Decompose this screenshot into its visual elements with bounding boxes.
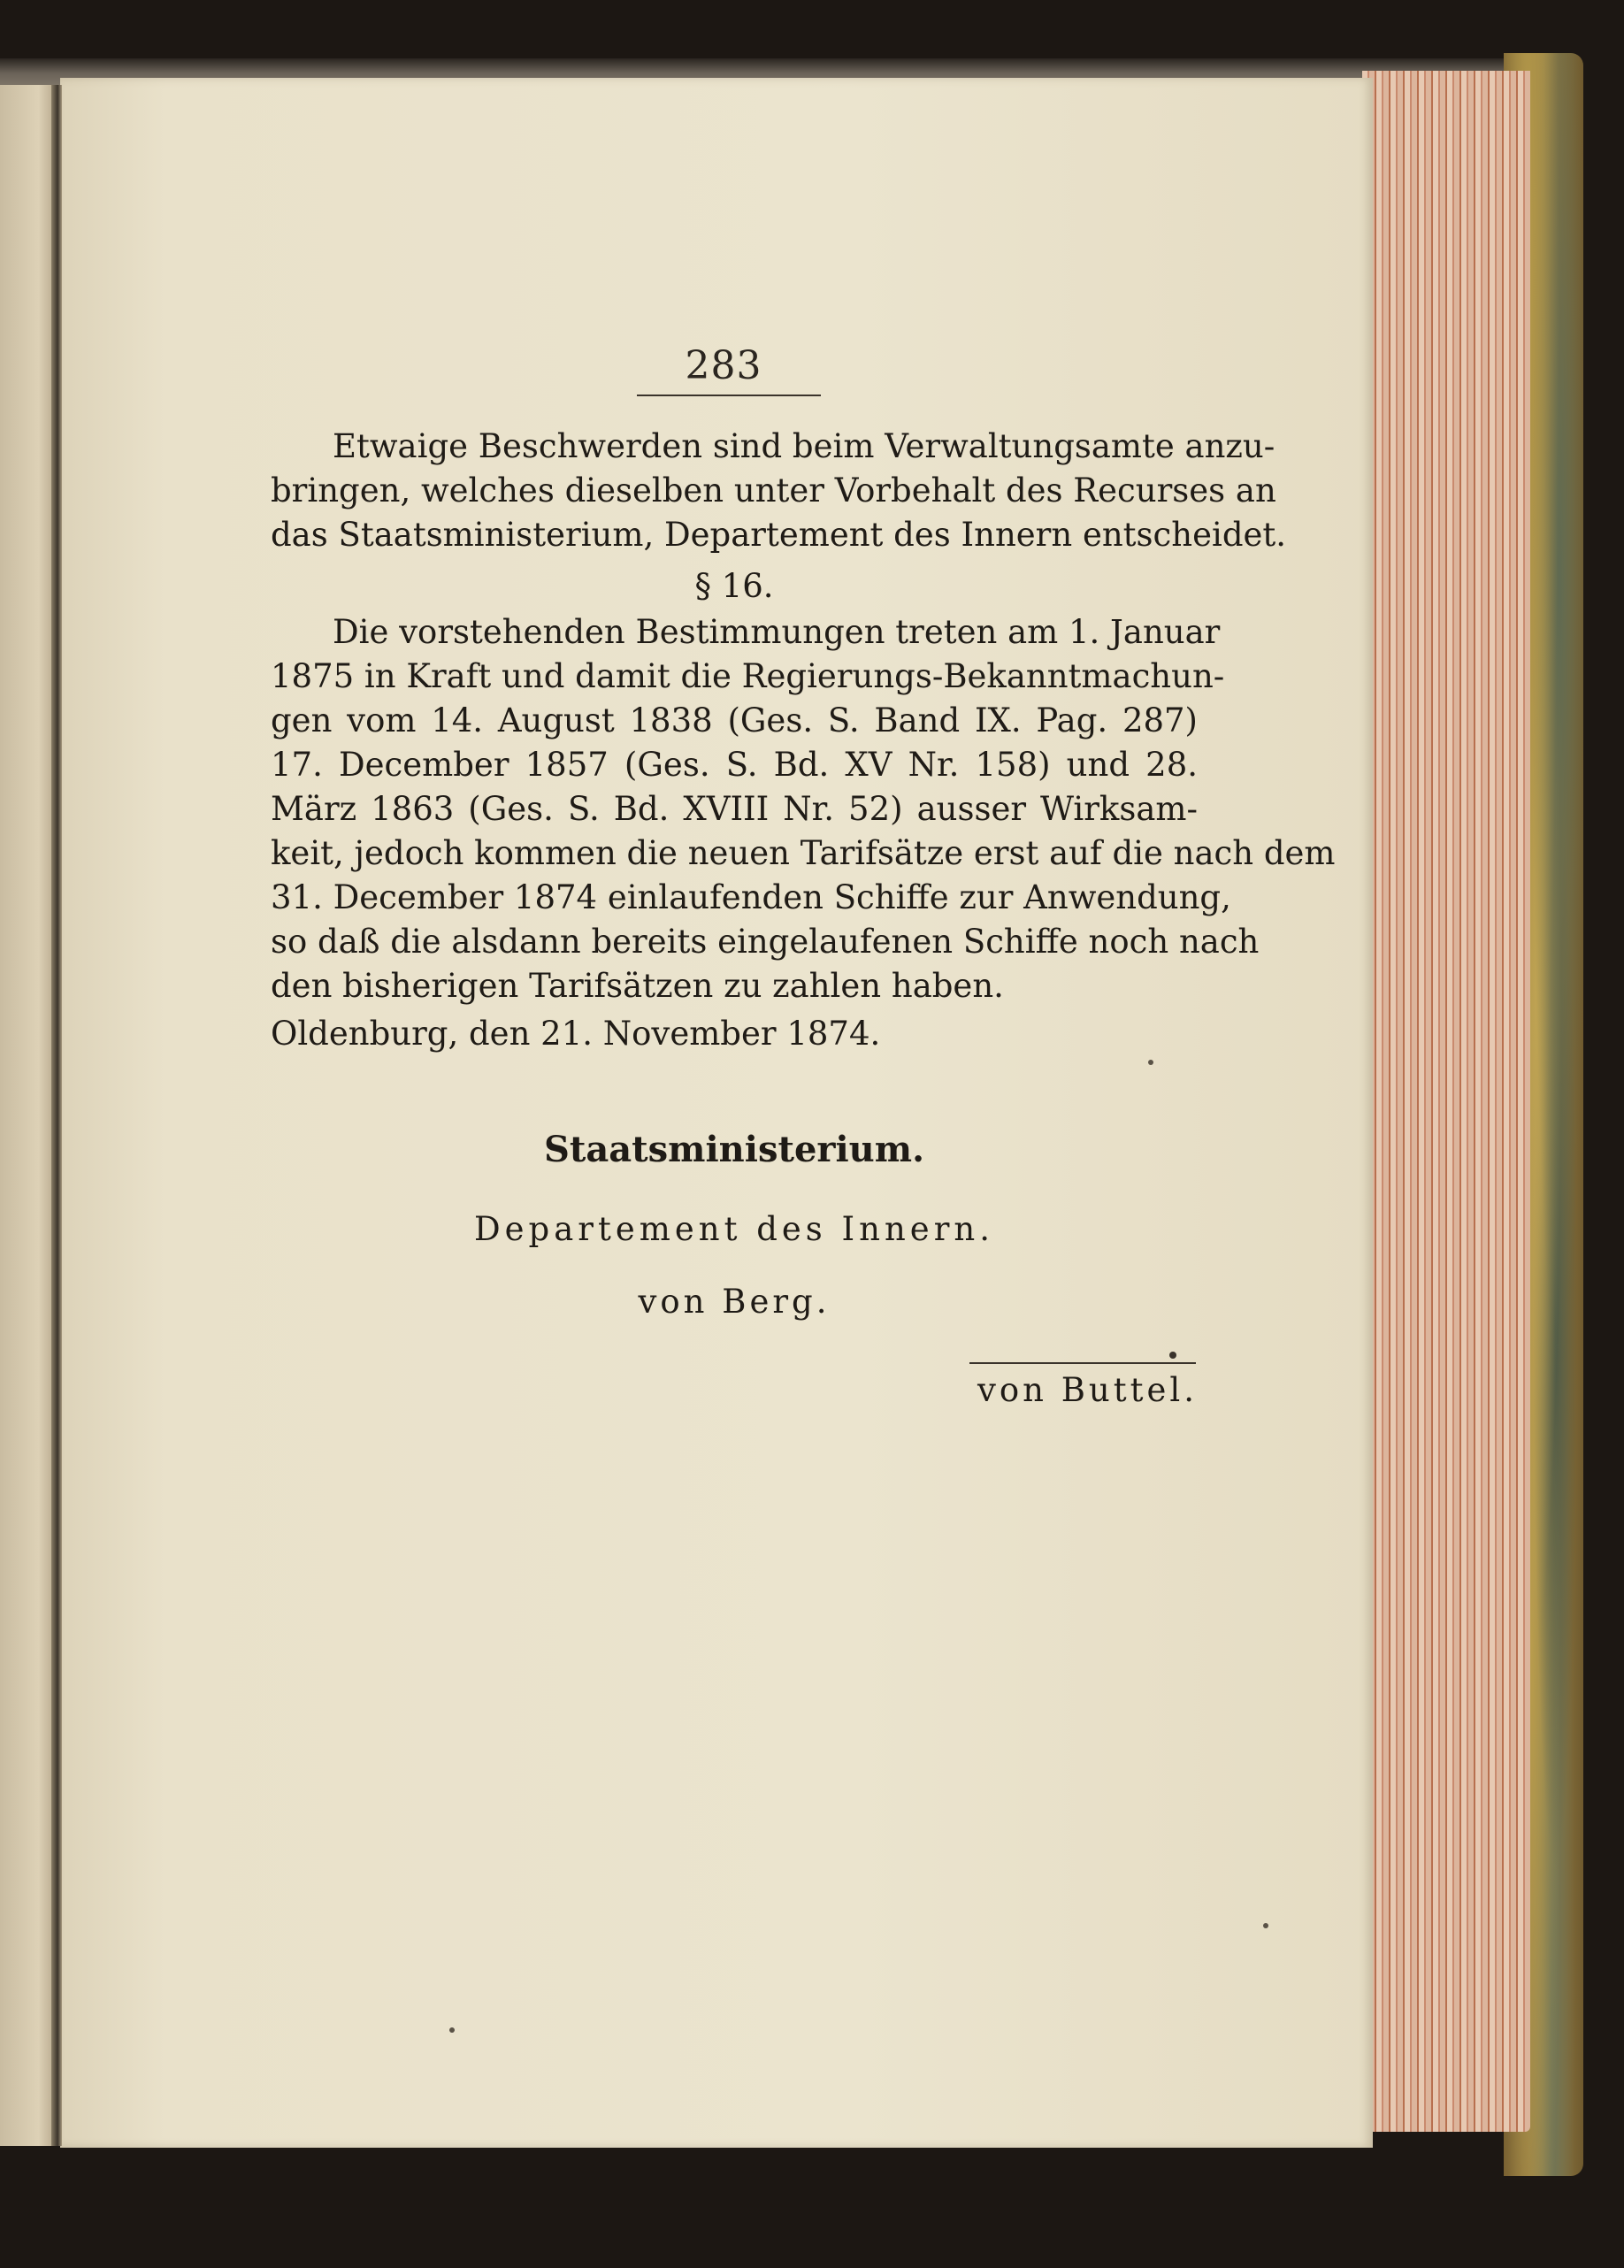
- text-line: so daß die alsdann bereits eingelaufenen Schiffe noch nach: [271, 923, 1260, 961]
- book-page: [60, 78, 1373, 2148]
- body-text: [271, 425, 1336, 1056]
- text-line: 31. December 1874 einlaufenden Schiffe zur Anwendung,: [271, 878, 1231, 916]
- signature-department: Departement des Innern.: [474, 1210, 994, 1248]
- text-line: 1875 in Kraft und damit die Regierungs-Bekanntmachun-: [271, 657, 1225, 695]
- signature-countersign: von Buttel.: [977, 1371, 1198, 1409]
- header-rule: [637, 395, 821, 396]
- text-line: keit, jedoch kommen die neuen Tarifsätze erst auf die nach dem: [271, 834, 1336, 872]
- text-line: den bisherigen Tarifsätzen zu zahlen haben.: [271, 967, 1004, 1005]
- book-gutter: [51, 85, 62, 2146]
- place-date: Oldenburg, den 21. November 1874.: [271, 1015, 881, 1053]
- section-heading: § 16.: [694, 567, 774, 605]
- signature-minister: von Berg.: [638, 1283, 831, 1321]
- text-line: bringen, welches dieselben unter Vorbehalt des Recurses an: [271, 471, 1276, 510]
- left-page-sliver: [0, 85, 55, 2146]
- text-line: Die vorstehenden Bestimmungen treten am 1. Januar: [333, 613, 1221, 651]
- text-line: März 1863 (Ges. S. Bd. XVIII Nr. 52) ausser Wirksam-: [271, 790, 1198, 828]
- text-line: gen vom 14. August 1838 (Ges. S. Band IX. Pag. 287): [271, 701, 1198, 739]
- text-line: 17. December 1857 (Ges. S. Bd. XV Nr. 158) und 28.: [271, 746, 1198, 784]
- page-number: 283: [685, 343, 762, 388]
- signature-ministry: Staatsministerium.: [543, 1129, 925, 1170]
- page-edges: [1362, 71, 1530, 2132]
- signature-rule: [969, 1362, 1196, 1364]
- text-line: das Staatsministerium, Departement des Innern entscheidet.: [271, 516, 1287, 554]
- signature-rule-dot: [1169, 1352, 1176, 1359]
- text-line: Etwaige Beschwerden sind beim Verwaltungsamte anzu-: [333, 427, 1275, 465]
